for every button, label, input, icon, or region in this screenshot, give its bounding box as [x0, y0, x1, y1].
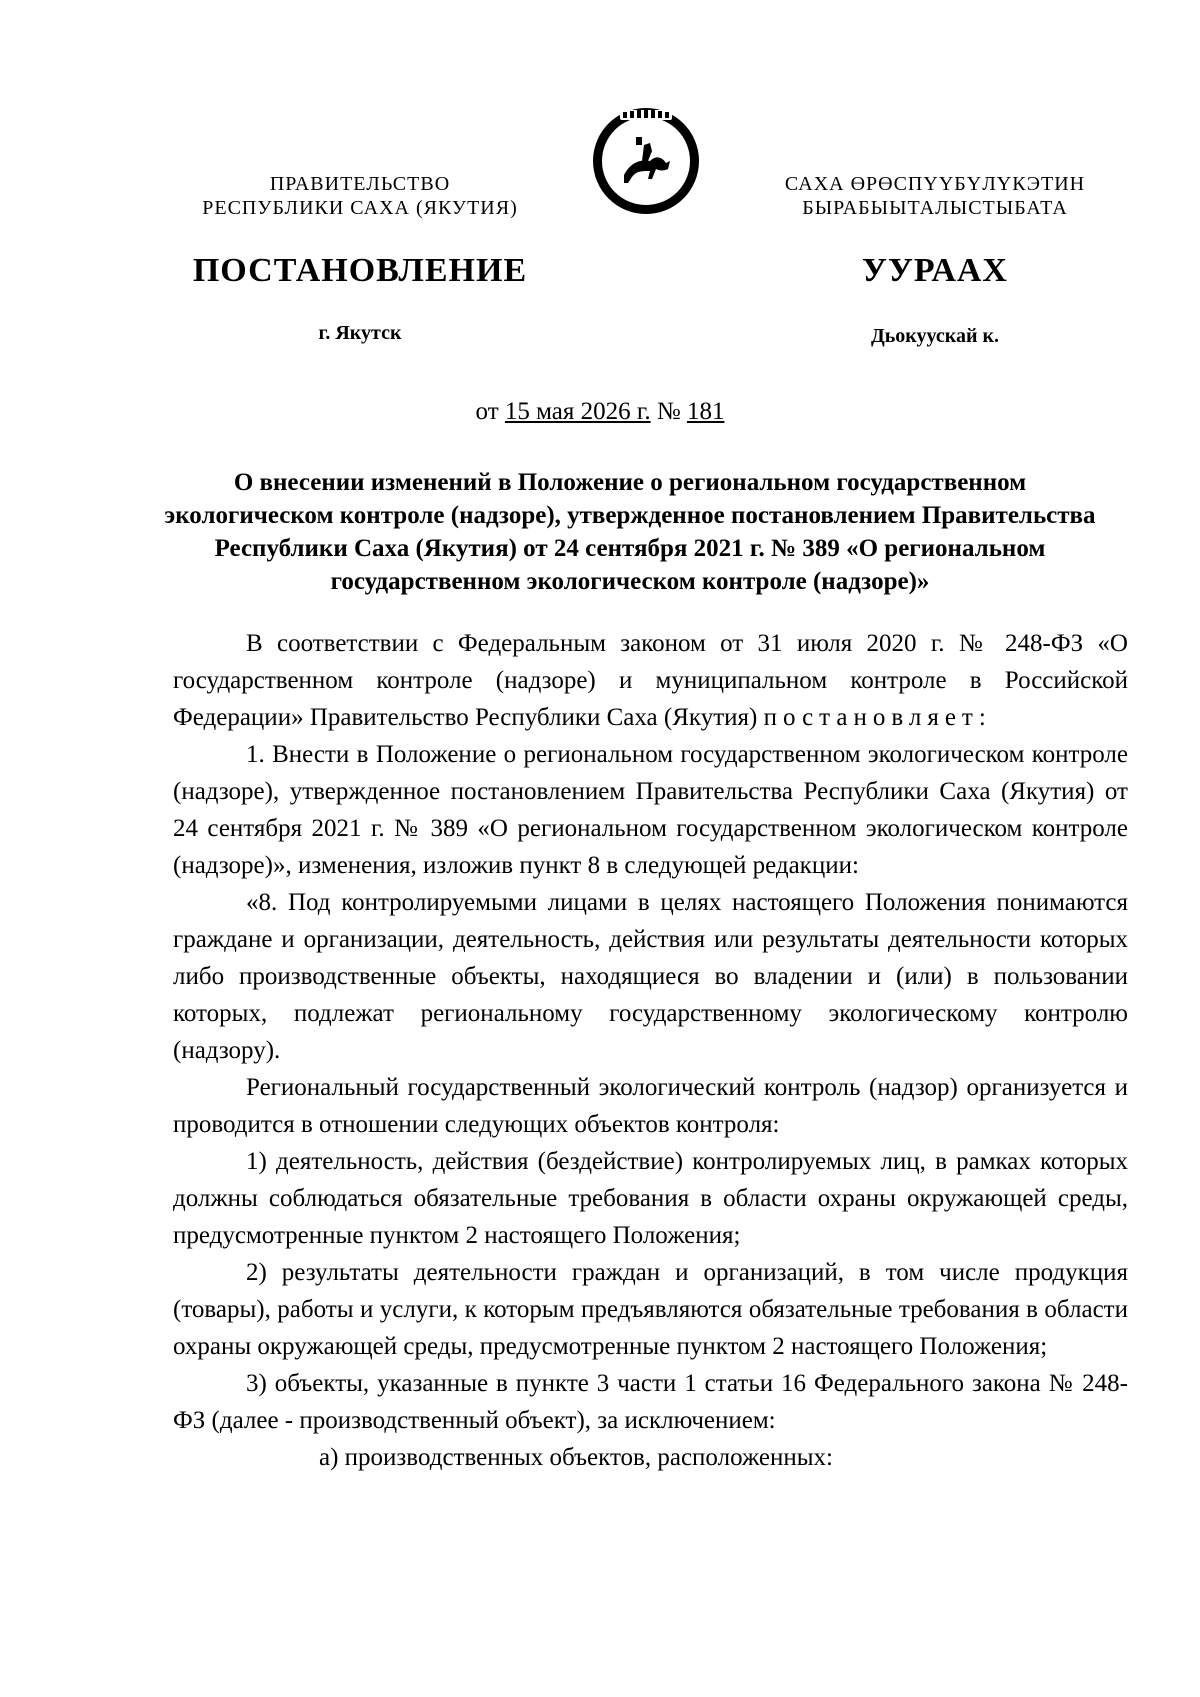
item-text: производственных объектов, расположенных:	[344, 1444, 833, 1471]
date-prefix: от	[475, 398, 499, 425]
coat-of-arms-icon	[590, 105, 702, 217]
paragraph-4: 1) деятельность, действия (бездействие) контролируемых лиц, в рамках которых должны соблюдаться обязательные требования в области охраны окружающей среды, предусмотренные пунктом 2 настоящего Положения;	[173, 1148, 1128, 1249]
paragraph-7	[173, 1439, 1128, 1476]
doc-type-left: ПОСТАНОВЛЕНИЕ	[192, 252, 528, 289]
intro-text: В соответствии с Федеральным законом от 31 июля 2020 г. № 248-ФЗ «О государственном контроле (надзоре) и муниципальном контроле в Российской Федерации» Правительство Республики Саха (Якутия)	[173, 630, 1128, 731]
decree-word: постановляет:	[763, 704, 992, 731]
paragraph-3: Региональный государственный экологический контроль (надзор) организуется и проводится в отношении следующих объектов контроля:	[173, 1074, 1128, 1138]
item-label: а)	[319, 1444, 339, 1471]
city-left: г. Якутск	[318, 322, 402, 344]
left-organization-name	[150, 172, 570, 220]
decree-number: 181	[686, 398, 725, 425]
left-org-line1: ПРАВИТЕЛЬСТВО	[269, 173, 451, 195]
document-title: О внесении изменений в Положение о региональном государственном экологическом контроле (надзоре), утвержденное постановлением Правительства Республики Саха (Якутия) от 24 сентября 2021 г. № 389 «О региональном государственном экологическом контроле (надзоре)»	[164, 469, 1096, 595]
right-org-line2: БЫРАБЫЫТАЛЫСТЫБАТА	[802, 197, 1068, 219]
decree-date: 15 мая 2026 г.	[504, 398, 651, 425]
paragraph-2: «8. Под контролируемыми лицами в целях настоящего Положения понимаются граждане и организации, деятельность, действия или результаты деятельности которых либо производственные объекты, находящиеся во владении и (или) в пользовании которых, подлежат региональному государственному экологическому контролю (надзору).	[173, 889, 1128, 1064]
right-organization-name	[720, 172, 1150, 220]
city-right: Дьокуускай к.	[870, 325, 1000, 347]
number-sign: №	[656, 398, 681, 425]
document-body	[173, 625, 1128, 1476]
date-line	[0, 398, 1200, 426]
right-org-line1: САХА ӨРӨСПҮҮБҮЛҮКЭТИН	[784, 173, 1086, 195]
doc-type-right: УУРААХ	[862, 252, 1008, 289]
paragraph-1: 1. Внести в Положение о региональном государственном экологическом контроле (надзоре), утвержденное постановлением Правительства Республики Саха (Якутия) от 24 сентября 2021 г. № 389 «О региональном государственном экологическом контроле (надзоре)», изменения, изложив пункт 8 в следующей редакции:	[173, 741, 1128, 879]
left-org-line2: РЕСПУБЛИКИ САХА (ЯКУТИЯ)	[202, 197, 518, 219]
paragraph-6: 3) объекты, указанные в пункте 3 части 1 статьи 16 Федерального закона № 248-ФЗ (далее - производственный объект), за исключением:	[173, 1370, 1128, 1434]
paragraph-intro	[173, 625, 1128, 736]
paragraph-5: 2) результаты деятельности граждан и организаций, в том числе продукция (товары), работы и услуги, к которым предъявляются обязательные требования в области охраны окружающей среды, предусмотренные пунктом 2 настоящего Положения;	[173, 1259, 1128, 1360]
